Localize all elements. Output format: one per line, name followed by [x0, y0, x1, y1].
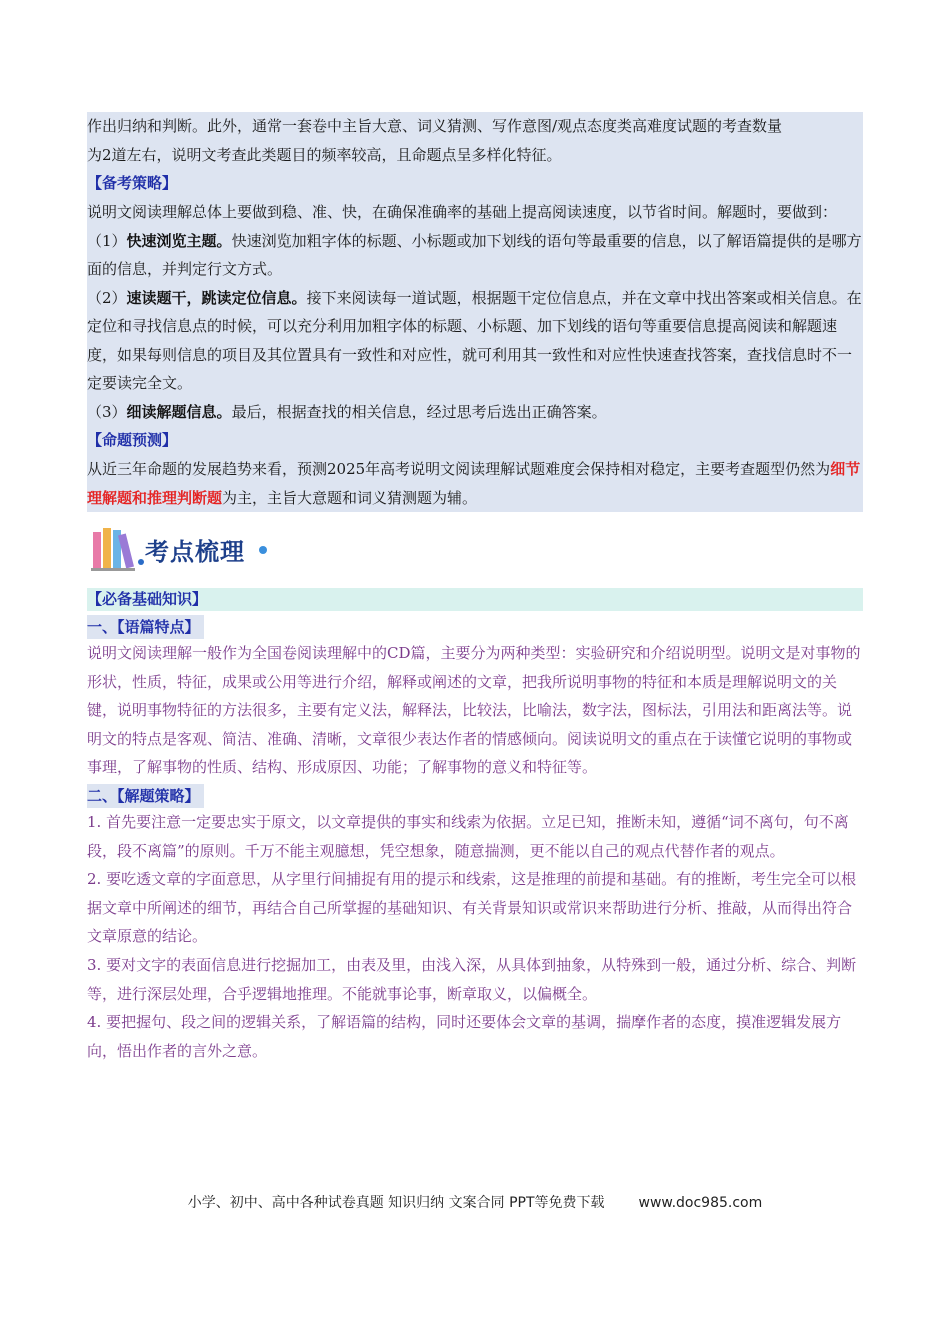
document-page	[87, 112, 863, 1065]
item-number: （1）	[87, 231, 127, 250]
point-1: 1. 首先要注意一定要忠实于原文，以文章提供的事实和线索为依据。立足已知，推断未知，遵循“词不离句，句不离段，段不离篇”的原则。千万不能主观臆想，凭空想象，随意揣测，更不能以自己的观点代替作者的观点。	[87, 812, 849, 860]
section-logo	[87, 518, 863, 588]
strategy-paragraph: 说明文阅读理解总体上要做到稳、准、快，在确保准确率的基础上提高阅读速度，以节省时间。解题时，要做到：	[87, 198, 863, 227]
sub1-row	[87, 615, 863, 639]
forecast-pre: 从近三年命题的发展趋势来看，预测2025年高考说明文阅读理解试题难度会保持相对稳定，主要考查题型仍然为	[87, 460, 831, 478]
item-text: 最后，根据查找的相关信息，经过思考后选出正确答案。	[231, 402, 607, 421]
point-3: 3. 要对文字的表面信息进行挖掘加工，由表及里，由浅入深，从具体到抽象，从特殊到一般，通过分析、综合、判断等，进行深层处理，合乎逻辑地推理。不能就事论事，断章取义，以偏概全。	[87, 955, 857, 1003]
logo-title: 考点梳理	[145, 538, 245, 566]
forecast-paragraph	[87, 455, 863, 512]
sub1-paragraph: 说明文阅读理解一般作为全国卷阅读理解中的CD篇，主要分为两种类型：实验研究和介绍说明型。说明文是对事物的形状，性质，特征，成果或公用等进行介绍，解释或阐述的文章，把我所说明事物的特征和本质是理解说明文的关键，说明事物特征的方法很多，主要有定义法，解释法，比较法，比喻法，数字法，图标法，引用法和距离法等。说明文的特点是客观、简洁、准确、清晰，文章很少表达作者的情感倾向。阅读说明文的重点在于读懂它说明的事物或事理，了解事物的性质、结构、形成原因、功能；了解事物的意义和特征等。	[87, 644, 861, 777]
item-text: 接下来阅读每一道试题，根据题干定位信息点，并在文章中找出答案或相关信息。在定位和寻找信息点的时候，可以充分利用加粗字体的标题、小标题、加下划线的语句等重要信息提高阅读和解题速度，如果每则信息的项目及其位置具有一致性和对应性，就可利用其一致性和对应性快速查找答案，查找信息时不一定要读完全文。	[87, 288, 862, 392]
forecast-heading: 【命题预测】	[87, 426, 863, 455]
intro-paragraph	[87, 112, 863, 169]
sub2-heading: 二、【解题策略】	[87, 784, 204, 808]
strategy-item-3	[87, 398, 863, 427]
basics-heading: 【必备基础知识】	[87, 588, 863, 611]
strategy-item-2	[87, 284, 863, 398]
point-4: 4. 要把握句、段之间的逻辑关系，了解语篇的结构，同时还要体会文章的基调，揣摩作者的态度，摸准逻辑发展方向，悟出作者的言外之意。	[87, 1013, 842, 1060]
strategy-item-1	[87, 227, 863, 284]
item-number: （3）	[87, 402, 127, 421]
strategy-heading: 【备考策略】	[87, 169, 863, 198]
item-number: （2）	[87, 288, 127, 307]
sub2-row	[87, 784, 863, 808]
item-bold: 速读题干，跳读定位信息。	[126, 288, 307, 307]
point-2: 2. 要吃透文章的字面意思，从字里行间捕捉有用的提示和线索，这是推理的前提和基础。有的推断，考生完全可以根据文章中所阐述的细节，再结合自己所掌握的基础知识、有关背景知识或常识来帮助进行分析、推敲，从而得出符合文章原意的结论。	[87, 870, 857, 946]
forecast-post: 为主，主旨大意题和词义猜测题为辅。	[222, 488, 478, 507]
forecast-highlight: 细节理解题和推理判断题	[87, 460, 861, 507]
item-text: 快速浏览加粗字体的标题、小标题或加下划线的语句等最重要的信息，以了解语篇提供的是哪方面的信息，并判定行文方式。	[87, 231, 862, 278]
page-footer	[0, 1192, 950, 1212]
intro-line-1: 作出归纳和判断。此外，通常一套卷中主旨大意、词义猜测、写作意图/观点态度类高难度试题的考查数量	[87, 117, 783, 135]
item-bold: 细读解题信息。	[126, 402, 232, 421]
footer-text: 小学、初中、高中各种试卷真题 知识归纳 文案合同 PPT等免费下载	[187, 1195, 605, 1211]
footer-url[interactable]: www.doc985.com	[638, 1195, 763, 1211]
intro-line-2: 为2道左右，说明文考查此类题目的频率较高，且命题点呈多样化特征。	[87, 145, 562, 164]
sub1-heading: 一、【语篇特点】	[87, 615, 204, 639]
item-bold: 快速浏览主题。	[126, 231, 232, 250]
